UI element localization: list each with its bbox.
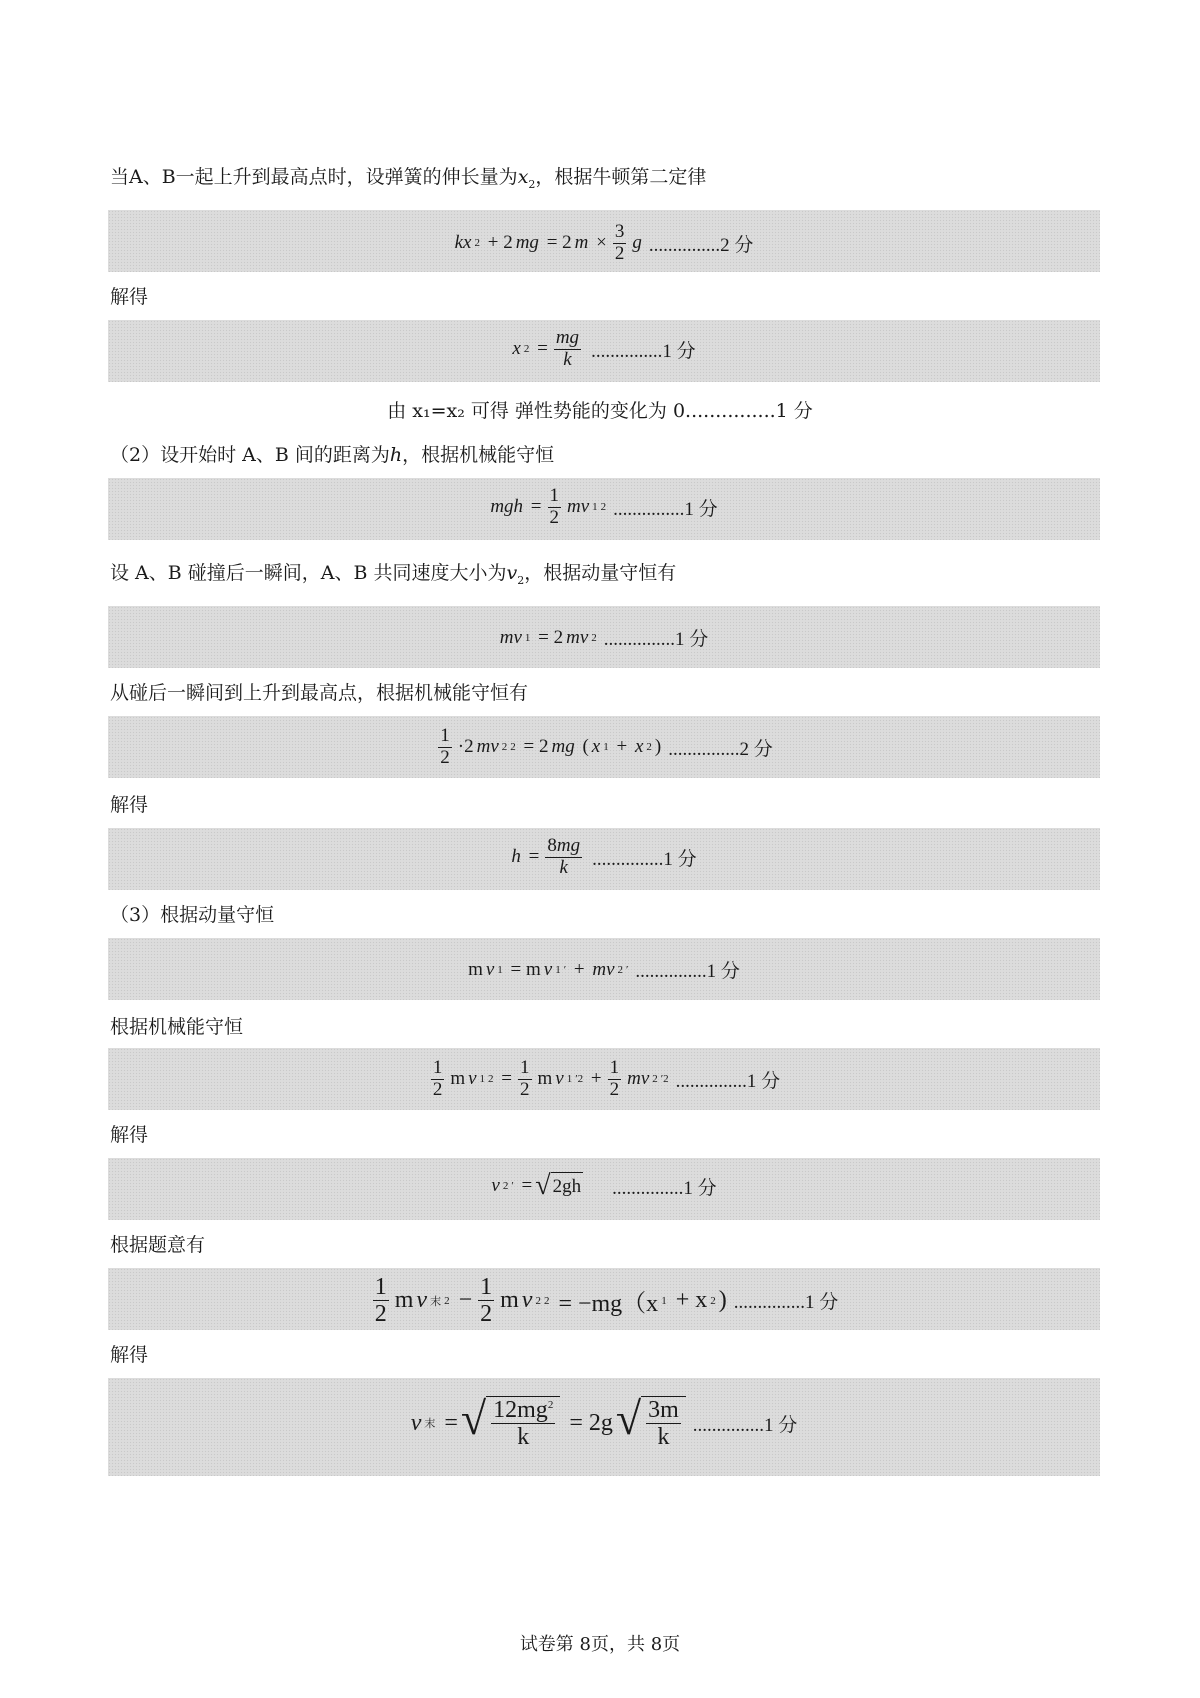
text-meaning: 根据题意有: [110, 1234, 206, 1256]
equation-box-newton: [108, 210, 1100, 272]
text-part-2: （2）设开始时 A、B 间的距离为h，根据机械能守恒: [110, 444, 555, 466]
equation-momentum: mv 1 = 2 mv 2 ...............1 分: [499, 626, 709, 650]
equation-box-energy-elastic: [108, 1048, 1100, 1110]
equation-box-x2: [108, 320, 1100, 382]
page-footer: 试卷第 8页，共 8页: [519, 1634, 681, 1655]
text-solve-2: 解得: [110, 794, 149, 816]
text-energy: 根据机械能守恒: [110, 1016, 244, 1038]
equation-box-vfinal: [108, 1378, 1100, 1476]
text-part-3: （3）根据动量守恒: [110, 904, 275, 926]
text-collision: 设 A、B 碰撞后一瞬间，A、B 共同速度大小为$v_2$，根据动量守恒有: [110, 562, 677, 587]
equation-box-v2prime: [108, 1158, 1100, 1220]
equation-box-momentum-2: [108, 938, 1100, 1000]
text-elastic-energy-note: 由 x₁=x₂ 可得 弹性势能的变化为 0...............1 分: [387, 400, 813, 422]
equation-x2: x 2 = $\frac{mg}{k}$ ...............1 分: [512, 327, 696, 370]
equation-energy-elastic: $\frac{1}{2}$ m v 1 2 = $\frac{1}{2}$ m v 1 ′2 + $\frac{1}{2}$ mv 2 ′2 ...............1 分: [432, 1057, 781, 1100]
equation-box-momentum: [108, 606, 1100, 668]
text-line-highest-point: 当A、B一起上升到最高点时，设弹簧的伸长量为$x_2$，根据牛顿第二定律: [110, 166, 707, 191]
equation-h: h = $\frac{8mg}{k}$ ...............1 分: [511, 835, 697, 878]
equation-v2prime: v 2 ′ = √ 2gh ...............1 分: [491, 1170, 717, 1201]
equation-box-energy-final: [108, 1268, 1100, 1330]
equation-box-mgh: [108, 478, 1100, 540]
text-solve-4: 解得: [110, 1344, 149, 1366]
equation-newton: kx 2 + 2 mg = 2 m × $\frac{3}{2}$ g ...............2 分: [454, 221, 754, 264]
equation-energy-final: $\frac{1}{2}$ m v 末 2 − $\frac{1}{2}$ m v 2 2 = −mg（x 1 + x 2 ) ...............1 分: [374, 1274, 839, 1328]
equation-mgh: mgh = $\frac{1}{2}$ mv 1 2 ...............1 分: [490, 485, 718, 528]
text-rise: 从碰后一瞬间到上升到最高点，根据机械能守恒有: [110, 682, 529, 704]
equation-vfinal: v 末 = √ $\frac{12mg^2}{k}$ = 2g √ $\frac{3m}{k}$ ...............1 分: [410, 1393, 798, 1451]
equation-momentum-2: m v 1 = m v 1 ′ + mv 2 ′ ...............1 分: [468, 958, 740, 982]
equation-box-h: [108, 828, 1100, 890]
text-solve-1: 解得: [110, 286, 149, 308]
text-solve-3: 解得: [110, 1124, 149, 1146]
equation-box-energy-rise: [108, 716, 1100, 778]
equation-energy-rise: $\frac{1}{2}$ ·2 mv 2 2 = 2 mg ( x 1 + x 2 ) ...............2 分: [440, 725, 773, 768]
